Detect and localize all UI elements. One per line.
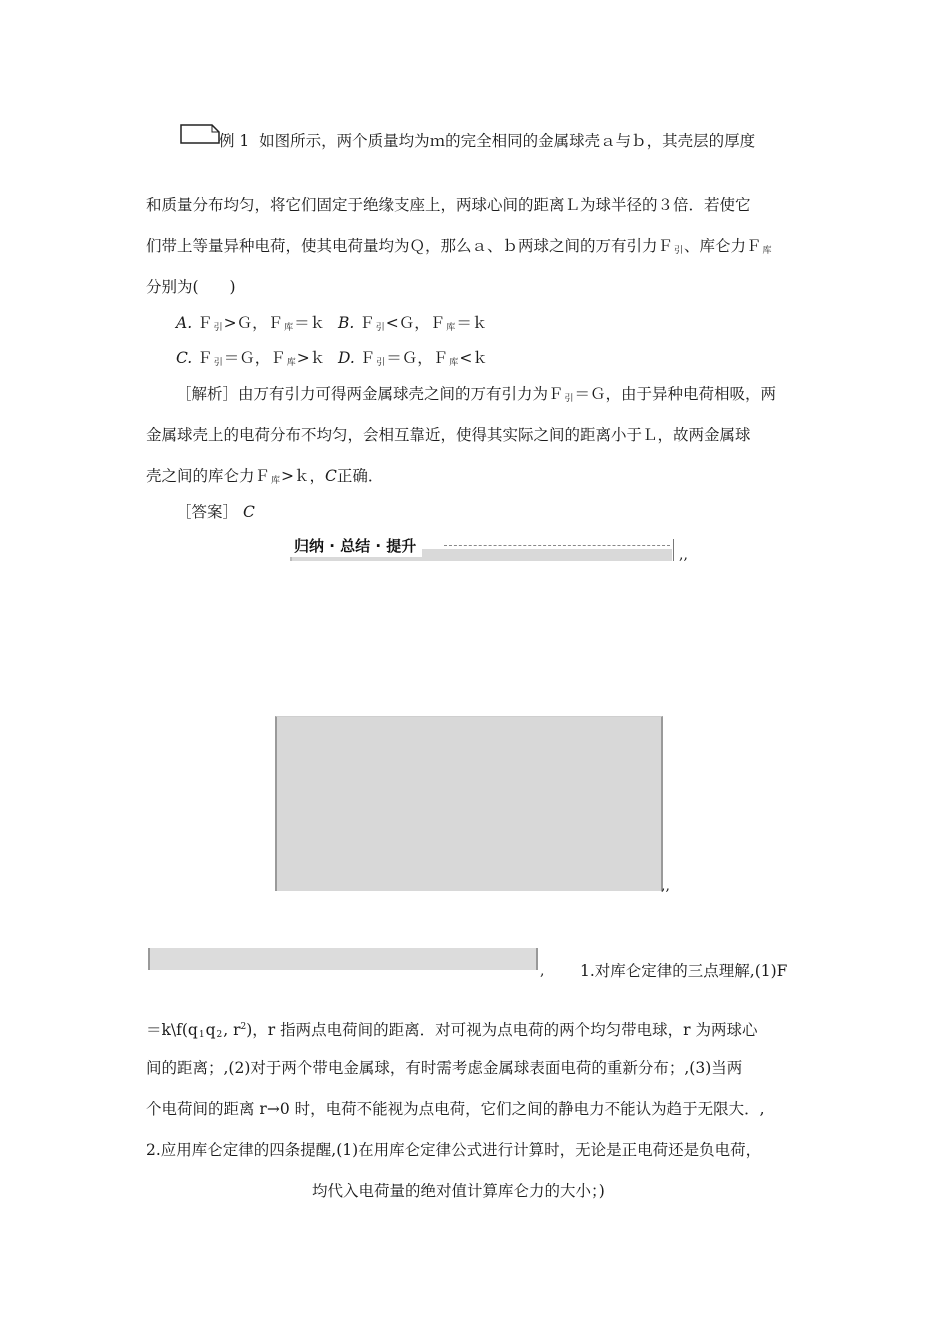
example-line-3: 们带上等量异种电荷，使其电荷量均为Ｑ，那么ａ、ｂ两球之间的万有引力Ｆ$_引$、库仑力Ｆ$_库$ xyxy=(146,237,772,256)
option-a[interactable]: A. Ｆ$_引$>Ｇ，Ｆ$_库$＝ｋ xyxy=(176,314,326,333)
answer-label: ［答案］ xyxy=(176,503,239,521)
example-line-4: 分别为( ) xyxy=(146,278,236,296)
summary-line-4: 个电荷间的距离 r→0 时，电荷不能视为点电荷，它们之间的静电力不能认为趋于无限大．, xyxy=(146,1100,765,1118)
banner-trail: ,, xyxy=(679,547,688,563)
analysis-line-1: ［解析］由万有引力可得两金属球壳之间的万有引力为Ｆ$_引$＝Ｇ，由于异种电荷相吸，两 xyxy=(176,385,777,404)
figure-placeholder xyxy=(275,716,663,891)
summary-lead-comma: , xyxy=(540,963,545,979)
summary-line-5: 2.应用库仑定律的四条提醒,(1)在用库仑定律公式进行计算时，无论是正电荷还是负电荷， xyxy=(146,1141,762,1159)
banner-end-mark xyxy=(673,539,674,561)
analysis-line-2: 金属球壳上的电荷分布不均匀，会相互靠近，使得其实际之间的距离小于Ｌ，故两金属球 xyxy=(146,426,751,444)
answer-value: C xyxy=(242,503,255,521)
example-line-2: 和质量分布均匀，将它们固定于绝缘支座上，两球心间的距离Ｌ为球半径的３倍．若使它 xyxy=(146,196,751,214)
summary-line-1: 1.对库仑定律的三点理解,(1)F xyxy=(580,962,788,980)
example-label: 例 1 xyxy=(219,132,250,150)
summary-line-6: 均代入电荷量的绝对值计算库仑力的大小；) xyxy=(312,1182,605,1200)
option-c[interactable]: C. Ｆ$_引$＝Ｇ，Ｆ$_库$>ｋ xyxy=(176,349,326,368)
summary-header-bar xyxy=(148,948,538,970)
section-banner xyxy=(290,535,678,561)
option-d[interactable]: D. Ｆ$_引$＝Ｇ，Ｆ$_库$<ｋ xyxy=(338,349,488,368)
banner-title: 归纳 · 总结 · 提升 xyxy=(290,535,422,557)
figure-trail: ,, xyxy=(661,878,670,894)
summary-line-3: 间的距离；,(2)对于两个带电金属球，有时需考虑金属球表面电荷的重新分布；,(3)当两 xyxy=(146,1059,743,1077)
option-b[interactable]: B. Ｆ$_引$<Ｇ，Ｆ$_库$＝ｋ xyxy=(338,314,488,333)
answer-line xyxy=(176,502,255,522)
banner-divider xyxy=(444,545,670,546)
example-tag-icon xyxy=(180,124,220,144)
summary-line-2: $=k\backslash f(q_1q_2$, $r^2$)，r 指两点电荷间的距离．对可视为点电荷的两个均匀带电球，r 为两球心 xyxy=(146,1021,758,1040)
example-line-1: 例 1 如图所示，两个质量均为ｍ的完全相同的金属球壳ａ与ｂ，其壳层的厚度 xyxy=(219,132,756,150)
analysis-line-3: 壳之间的库仑力Ｆ$_库$>ｋ，C正确． xyxy=(146,467,384,486)
